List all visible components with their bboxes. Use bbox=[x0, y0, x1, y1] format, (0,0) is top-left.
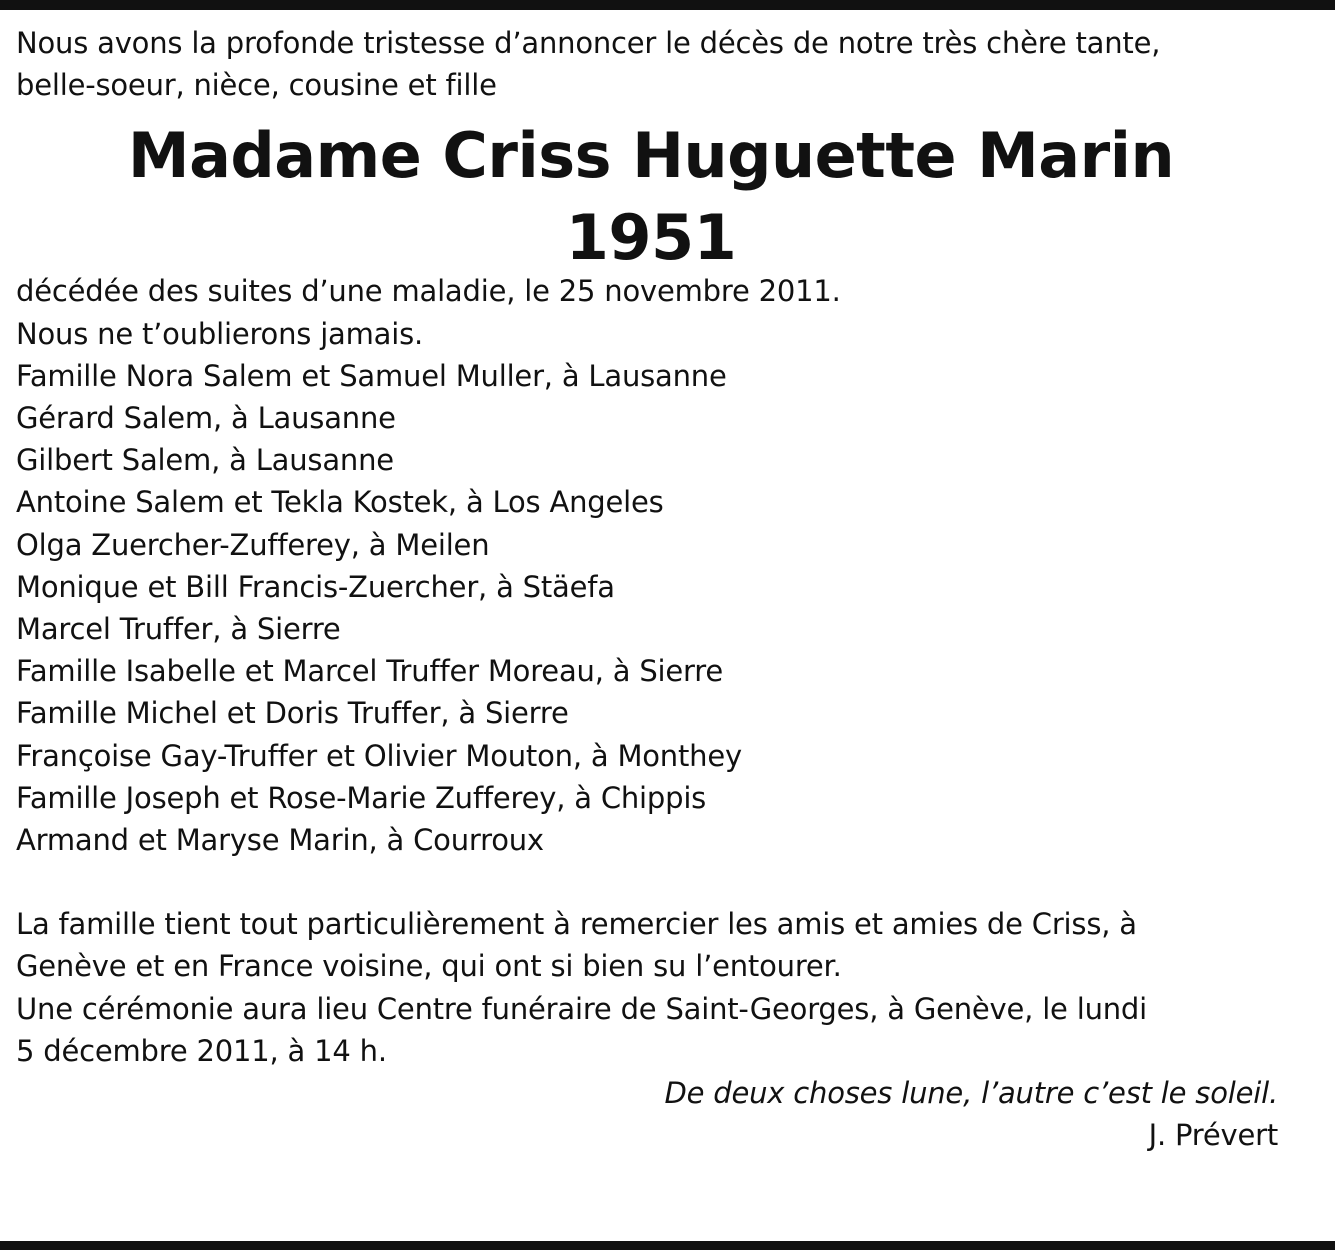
family-member: Olga Zuercher-Zufferey, à Meilen bbox=[16, 527, 490, 562]
family-member: Gilbert Salem, à Lausanne bbox=[16, 443, 394, 478]
intro-paragraph bbox=[16, 22, 1296, 106]
death-notice bbox=[16, 270, 1296, 354]
death-notice-line: Nous ne t’oublierons jamais. bbox=[16, 316, 424, 351]
bottom-border bbox=[0, 1241, 1335, 1250]
intro-line: belle-soeur, nièce, cousine et fille bbox=[16, 68, 497, 103]
birth-year: 1951 bbox=[565, 201, 737, 275]
family-member: Monique et Bill Francis-Zuercher, à Stäefa bbox=[16, 569, 615, 604]
family-member: Famille Nora Salem et Samuel Muller, à Lausanne bbox=[16, 358, 727, 393]
deceased-heading bbox=[0, 112, 1302, 276]
family-member: Gérard Salem, à Lausanne bbox=[16, 401, 396, 436]
deceased-name: Madame Criss Huguette Marin bbox=[127, 119, 1175, 193]
death-notice-line: décédée des suites d’une maladie, le 25 novembre 2011. bbox=[16, 274, 841, 309]
family-list bbox=[16, 355, 1296, 861]
family-member: Armand et Maryse Marin, à Courroux bbox=[16, 823, 544, 858]
thanks-line: Une cérémonie aura lieu Centre funéraire de Saint-Georges, à Genève, le lundi bbox=[16, 991, 1147, 1026]
intro-line: Nous avons la profonde tristesse d’annoncer le décès de notre très chère tante, bbox=[16, 26, 1161, 60]
paragraph-gap bbox=[16, 861, 1296, 903]
family-member: Famille Joseph et Rose-Marie Zufferey, à Chippis bbox=[16, 780, 707, 815]
thanks-line: 5 décembre 2011, à 14 h. bbox=[16, 1033, 387, 1068]
thanks-line: Genève et en France voisine, qui ont si bien su l’entourer. bbox=[16, 949, 842, 984]
thanks-paragraph bbox=[16, 903, 1296, 1072]
family-member: Famille Michel et Doris Truffer, à Sierre bbox=[16, 696, 569, 731]
family-member: Famille Isabelle et Marcel Truffer Moreau, à Sierre bbox=[16, 654, 723, 689]
quote-text: De deux choses lune, l’autre c’est le soleil. bbox=[664, 1076, 1278, 1111]
closing-quote bbox=[16, 1072, 1296, 1156]
thanks-line: La famille tient tout particulièrement à remercier les amis et amies de Criss, à bbox=[16, 907, 1137, 942]
family-member: Marcel Truffer, à Sierre bbox=[16, 612, 341, 647]
family-member: Françoise Gay-Truffer et Olivier Mouton, à Monthey bbox=[16, 738, 742, 773]
quote-author: J. Prévert bbox=[1148, 1118, 1278, 1153]
obituary-notice bbox=[16, 22, 1296, 1156]
family-member: Antoine Salem et Tekla Kostek, à Los Angeles bbox=[16, 485, 664, 520]
top-border bbox=[0, 0, 1335, 10]
